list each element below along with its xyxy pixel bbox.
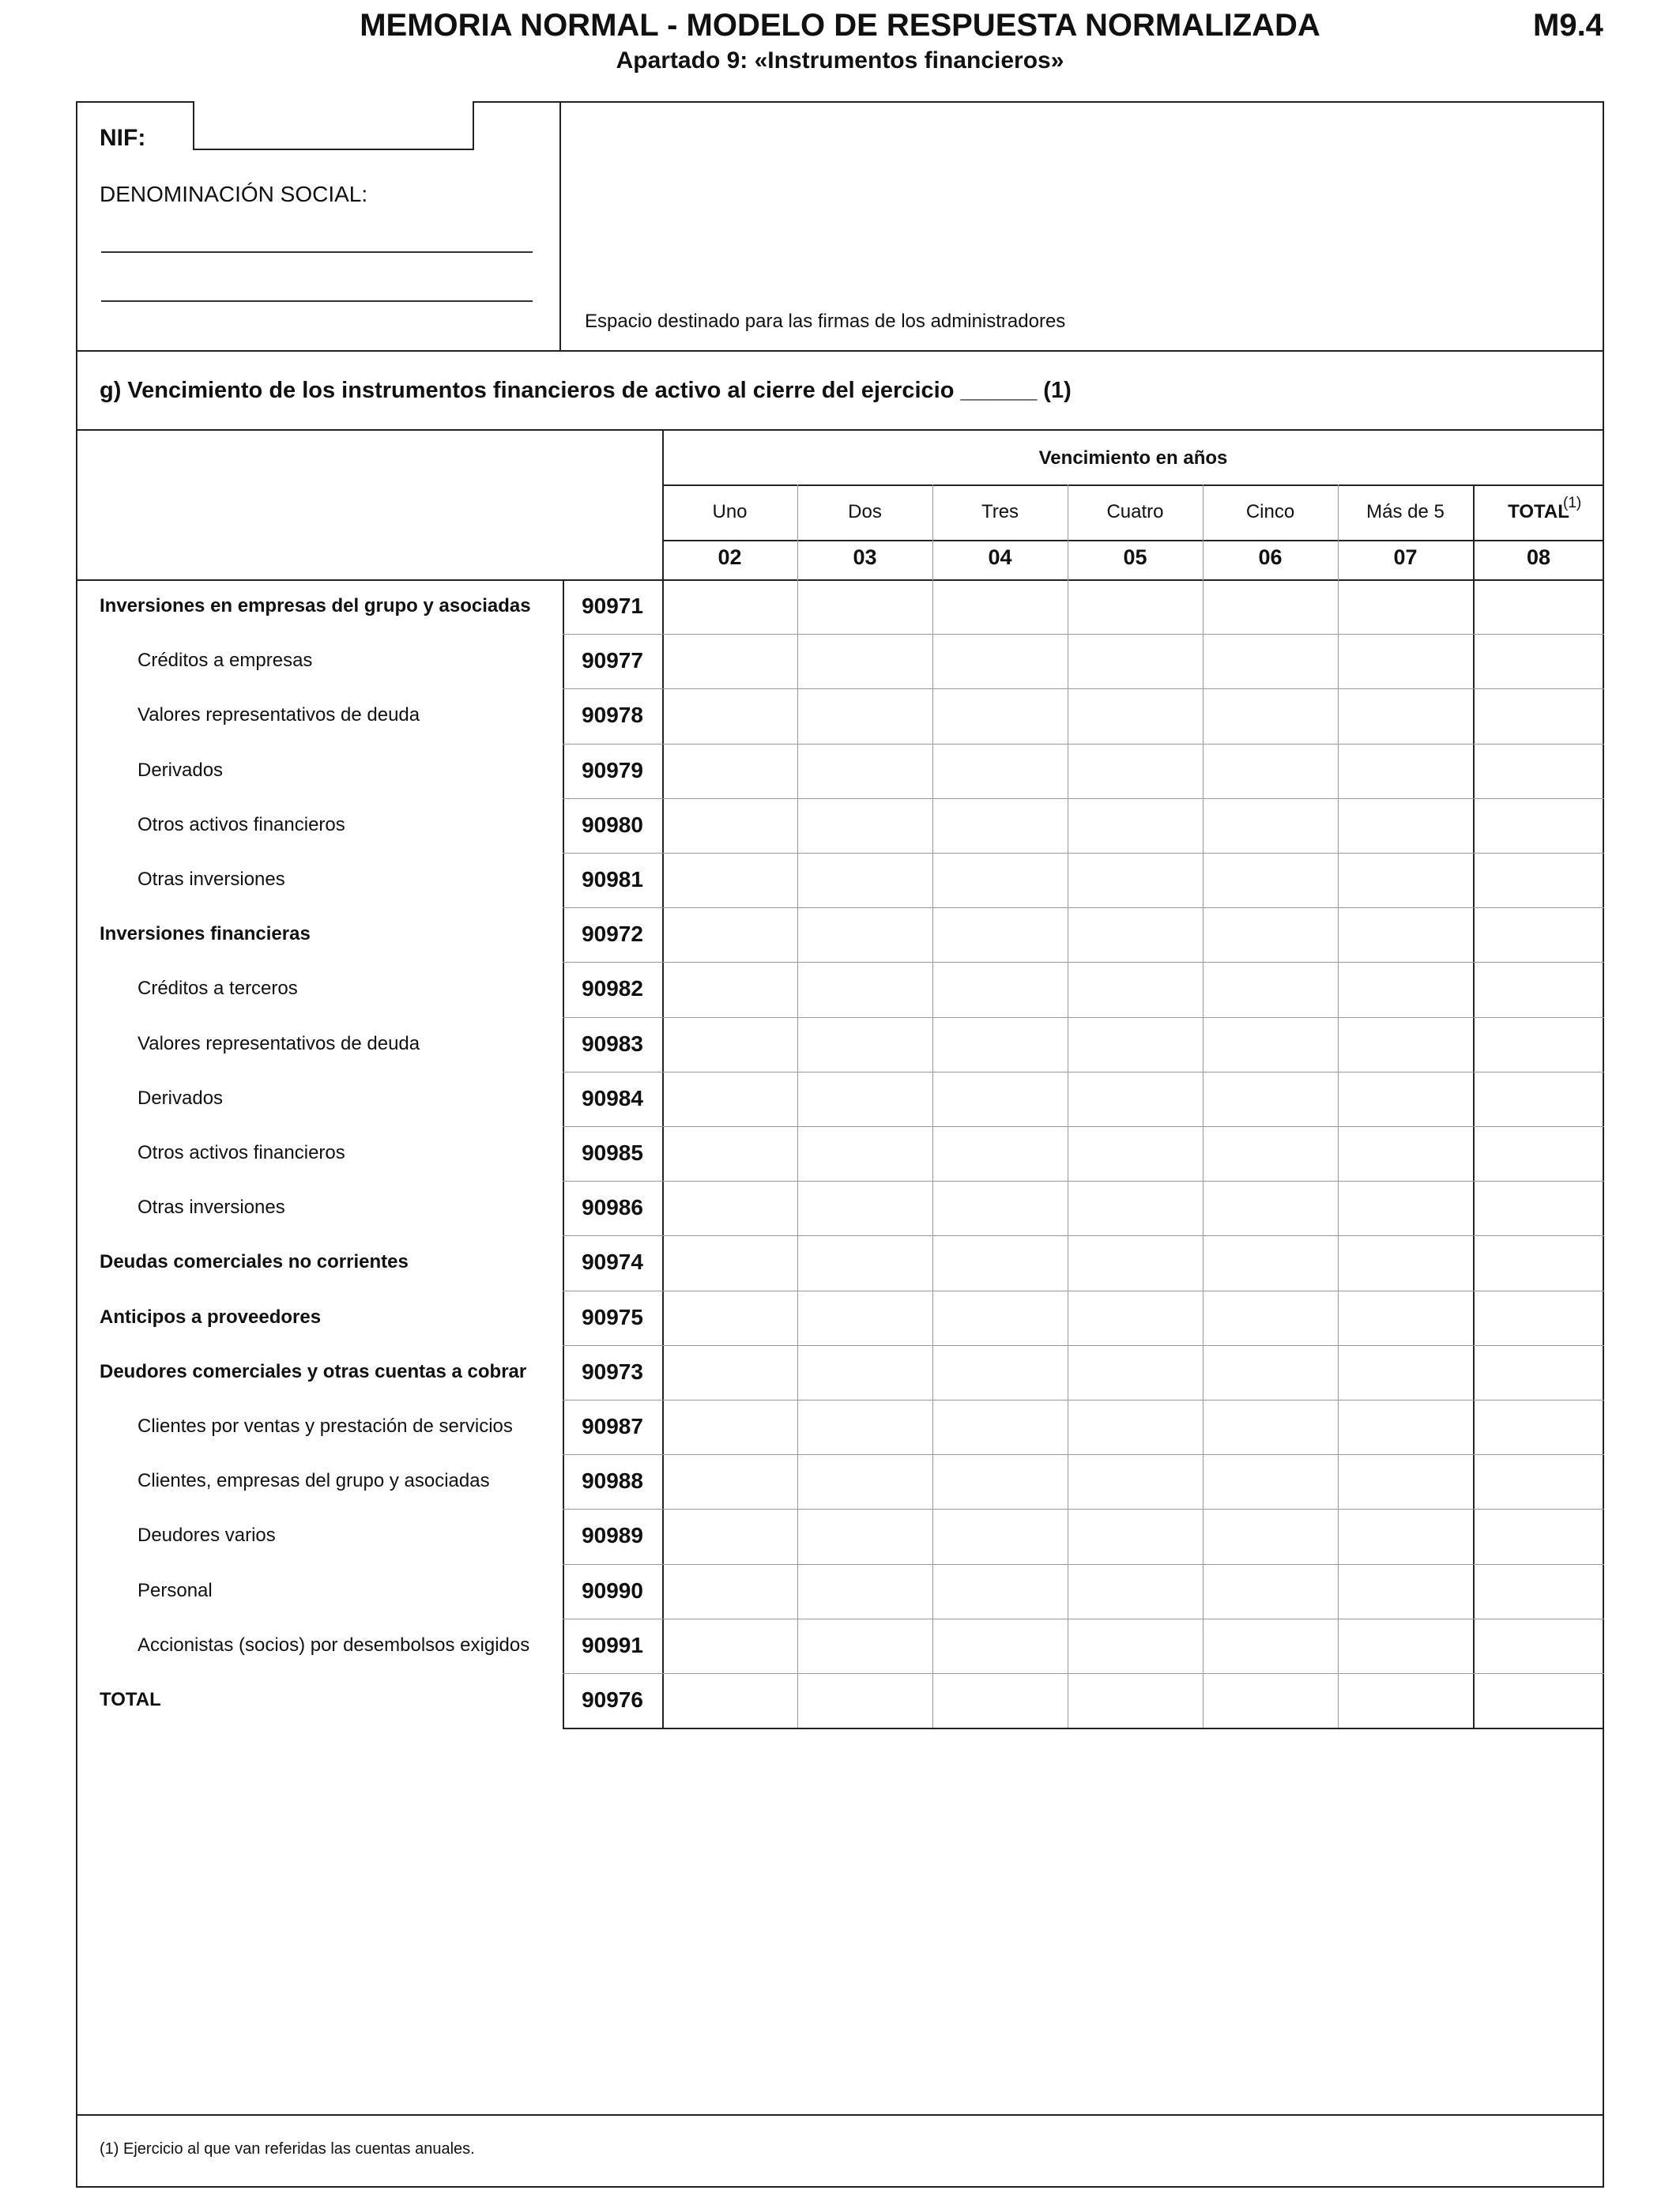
row-code: 90979 [582,757,643,782]
table-cell-input[interactable] [664,854,796,906]
table-cell-input[interactable] [934,1073,1066,1125]
table-cell-input[interactable] [1069,963,1201,1015]
column-code: 05 [1123,545,1147,569]
table-cell-input[interactable] [934,1510,1066,1562]
table-cell-input[interactable] [934,1347,1066,1398]
identification-divider [559,101,561,351]
table-cell-input[interactable] [934,581,1066,632]
table-cell-input[interactable] [664,1073,796,1125]
table-cell-input[interactable] [664,1620,796,1672]
table-cell-input[interactable] [934,1019,1066,1070]
table-cell-input[interactable] [664,1401,796,1453]
column-code: 06 [1258,545,1283,569]
row-code: 90980 [582,812,643,837]
table-cell-input[interactable] [664,1182,796,1234]
row-label: Derivados [137,759,224,781]
table-cell-input[interactable] [799,909,931,960]
table-row-divider [563,1235,1604,1236]
table-cell-input[interactable] [1339,909,1471,960]
row-code: 90977 [582,648,643,673]
column-code: 07 [1393,545,1418,569]
table-cell-input[interactable] [1475,909,1603,960]
row-code: 90976 [582,1687,643,1712]
column-header: TOTAL [1508,501,1569,522]
row-code: 90971 [582,594,643,618]
table-cell-input[interactable] [1475,1073,1603,1125]
row-label: Deudores varios [137,1525,276,1547]
table-row-divider [563,1181,1604,1182]
table-cell-input[interactable] [1475,1292,1603,1344]
table-row-divider [563,1345,1604,1346]
table-cell-input[interactable] [1204,1237,1336,1288]
table-divider [797,484,798,1728]
table-cell-input[interactable] [1339,1292,1471,1344]
table-row-divider [563,1509,1604,1510]
row-label: Otros activos financieros [137,813,345,835]
table-row-divider [563,1017,1604,1018]
footnote: (1) Ejercicio al que van referidas las cuentas anuales. [100,2140,475,2158]
table-cell-input[interactable] [934,690,1066,741]
column-code: 08 [1526,545,1551,569]
table-cell-input[interactable] [799,1292,931,1344]
table-cell-input[interactable] [1069,1401,1201,1453]
table-cell-input[interactable] [799,690,931,741]
table-cell-input[interactable] [1475,1128,1603,1179]
table-cell-input[interactable] [1475,1456,1603,1507]
table-cell-input[interactable] [1204,635,1336,687]
table-cell-input[interactable] [664,1510,796,1562]
table-cell-input[interactable] [664,963,796,1015]
table-cell-input[interactable] [1339,1073,1471,1125]
row-label: Derivados [137,1087,224,1109]
table-cell-input[interactable] [934,635,1066,687]
table-cell-input[interactable] [1069,635,1201,687]
table-cell-input[interactable] [799,1675,931,1726]
row-label: TOTAL [100,1689,161,1710]
row-label: Valores representativos de deuda [137,1032,420,1054]
table-cell-input[interactable] [1069,1347,1201,1398]
table-cell-input[interactable] [1339,1019,1471,1070]
table-cell-input[interactable] [1204,1566,1336,1617]
row-label: Deudas comerciales no corrientes [100,1251,409,1273]
table-cell-input[interactable] [1204,1456,1336,1507]
table-cell-input[interactable] [1475,800,1603,851]
row-label: Accionistas (socios) por desembolsos exigidos [137,1634,530,1656]
row-label: Inversiones financieras [100,923,311,945]
table-cell-input[interactable] [1069,1620,1201,1672]
table-cell-input[interactable] [1204,1401,1336,1453]
column-header: Dos [848,501,882,522]
nif-label: NIF: [100,125,146,151]
table-cell-input[interactable] [664,635,796,687]
table-cell-input[interactable] [1339,1128,1471,1179]
form-subtitle: Apartado 9: «Instrumentos financieros» [616,47,1064,74]
table-cell-input[interactable] [1069,1019,1201,1070]
table-cell-input[interactable] [799,1237,931,1288]
table-cell-input[interactable] [799,1073,931,1125]
table-group-header: Vencimiento en años [1038,447,1228,469]
table-cell-input[interactable] [1475,581,1603,632]
row-label: Deudores comerciales y otras cuentas a cobrar [100,1360,527,1382]
table-cell-input[interactable] [1339,963,1471,1015]
nif-input-box[interactable] [193,101,474,150]
column-header: Cuatro [1106,501,1164,522]
table-cell-input[interactable] [1069,1182,1201,1234]
section-title: g) Vencimiento de los instrumentos financieros de activo al cierre del ejercicio ______ (1) [100,378,1072,403]
table-cell-input[interactable] [1069,854,1201,906]
table-cell-input[interactable] [1475,635,1603,687]
table-row-divider [563,798,1604,799]
table-cell-input[interactable] [799,1019,931,1070]
table-cell-input[interactable] [1069,1456,1201,1507]
row-code: 90983 [582,1031,643,1056]
table-row-divider [563,853,1604,854]
table-cell-input[interactable] [1475,1566,1603,1617]
table-cell-input[interactable] [1339,1675,1471,1726]
column-header: Más de 5 [1366,501,1445,522]
table-cell-input[interactable] [1204,909,1336,960]
table-cell-input[interactable] [1475,1019,1603,1070]
table-cell-input[interactable] [1339,1566,1471,1617]
row-label: Otros activos financieros [137,1142,345,1163]
table-cell-input[interactable] [934,800,1066,851]
table-cell-input[interactable] [934,1566,1066,1617]
total-footnote-ref: (1) [1563,495,1582,511]
table-cell-input[interactable] [1069,1510,1201,1562]
row-label: Anticipos a proveedores [100,1306,322,1328]
table-cell-input[interactable] [1339,745,1471,797]
table-cell-input[interactable] [1475,1675,1603,1726]
row-code: 90988 [582,1468,643,1494]
table-cell-input[interactable] [934,1292,1066,1344]
table-cell-input[interactable] [664,581,796,632]
table-cell-input[interactable] [934,1675,1066,1726]
row-code: 90978 [582,703,643,728]
table-cell-input[interactable] [664,1456,796,1507]
table-cell-input[interactable] [1339,1401,1471,1453]
table-cell-input[interactable] [934,1128,1066,1179]
table-cell-input[interactable] [664,690,796,741]
table-cell-input[interactable] [1475,1347,1603,1398]
table-divider [662,540,1604,541]
table-cell-input[interactable] [934,745,1066,797]
divider [76,2114,1604,2116]
table-row-divider [563,634,1604,635]
table-cell-input[interactable] [1339,1237,1471,1288]
table-cell-input[interactable] [1339,1347,1471,1398]
table-cell-input[interactable] [1069,581,1201,632]
column-code: 04 [988,545,1012,569]
table-cell-input[interactable] [1475,1401,1603,1453]
table-cell-input[interactable] [1339,1456,1471,1507]
table-cell-input[interactable] [664,1292,796,1344]
table-cell-input[interactable] [1339,1182,1471,1234]
table-cell-input[interactable] [1069,1566,1201,1617]
table-cell-input[interactable] [1475,1237,1603,1288]
table-divider [662,484,1604,486]
table-cell-input[interactable] [664,1566,796,1617]
table-divider [932,484,933,1728]
table-cell-input[interactable] [1475,1182,1603,1234]
table-cell-input[interactable] [1475,1620,1603,1672]
row-label: Otras inversiones [137,869,285,890]
row-label: Créditos a empresas [137,650,313,672]
table-cell-input[interactable] [1204,581,1336,632]
table-row-divider [563,1454,1604,1455]
row-code: 90972 [582,922,643,947]
table-cell-input[interactable] [799,581,931,632]
table-cell-input[interactable] [1339,800,1471,851]
table-cell-input[interactable] [1339,854,1471,906]
table-row-divider [563,1564,1604,1565]
table-cell-input[interactable] [934,1620,1066,1672]
column-header: Uno [712,501,748,522]
table-cell-input[interactable] [1475,854,1603,906]
denominacion-line-2[interactable] [101,300,533,302]
table-cell-input[interactable] [799,800,931,851]
row-label: Otras inversiones [137,1197,285,1219]
table-cell-input[interactable] [1204,1019,1336,1070]
table-cell-input[interactable] [1204,1620,1336,1672]
table-cell-input[interactable] [664,800,796,851]
divider [76,350,1604,352]
table-cell-input[interactable] [934,1456,1066,1507]
table-cell-input[interactable] [799,1566,931,1617]
table-cell-input[interactable] [1069,909,1201,960]
table-cell-input[interactable] [799,1510,931,1562]
table-cell-input[interactable] [1204,963,1336,1015]
table-cell-input[interactable] [934,1401,1066,1453]
table-cell-input[interactable] [1204,1128,1336,1179]
row-code: 90973 [582,1359,643,1384]
row-code: 90974 [582,1250,643,1275]
table-cell-input[interactable] [1204,1182,1336,1234]
row-code: 90981 [582,867,643,892]
table-cell-input[interactable] [1475,1510,1603,1562]
row-code: 90975 [582,1304,643,1329]
table-cell-input[interactable] [1204,745,1336,797]
table-cell-input[interactable] [1069,1128,1201,1179]
table-row-divider [563,962,1604,963]
denominacion-line-1[interactable] [101,251,533,253]
table-cell-input[interactable] [1339,635,1471,687]
table-row-divider [563,1728,1604,1729]
table-cell-input[interactable] [799,1347,931,1398]
table-cell-input[interactable] [1069,745,1201,797]
table-row-divider [563,744,1604,745]
row-code: 90984 [582,1085,643,1110]
form-title: MEMORIA NORMAL - MODELO DE RESPUESTA NORMALIZADA [360,8,1320,43]
table-cell-input[interactable] [1339,581,1471,632]
row-label: Clientes, empresas del grupo y asociadas [137,1470,490,1492]
table-cell-input[interactable] [1339,1510,1471,1562]
table-cell-input[interactable] [664,745,796,797]
table-row-divider [563,907,1604,908]
table-cell-input[interactable] [799,1182,931,1234]
table-cell-input[interactable] [799,1456,931,1507]
table-cell-input[interactable] [799,1128,931,1179]
row-label: Inversiones en empresas del grupo y asociadas [100,595,531,616]
table-cell-input[interactable] [799,1620,931,1672]
table-cell-input[interactable] [1069,1675,1201,1726]
table-cell-input[interactable] [1069,690,1201,741]
table-cell-input[interactable] [934,1237,1066,1288]
table-cell-input[interactable] [799,635,931,687]
table-cell-input[interactable] [1069,1237,1201,1288]
table-cell-input[interactable] [664,1237,796,1288]
table-cell-input[interactable] [1204,854,1336,906]
row-label: Clientes por ventas y prestación de servicios [137,1416,513,1437]
table-cell-input[interactable] [664,1675,796,1726]
column-header: Tres [981,501,1019,522]
table-cell-input[interactable] [1069,1073,1201,1125]
row-code: 90987 [582,1414,643,1438]
form-code: M9.4 [1533,8,1603,43]
table-cell-input[interactable] [664,1128,796,1179]
signature-area-label: Espacio destinado para las firmas de los administradores [585,311,1066,332]
column-code: 03 [853,545,877,569]
table-cell-input[interactable] [934,854,1066,906]
table-cell-input[interactable] [1475,745,1603,797]
table-cell-input[interactable] [664,1347,796,1398]
table-row-divider [563,688,1604,689]
table-cell-input[interactable] [1204,1675,1336,1726]
table-cell-input[interactable] [1339,690,1471,741]
table-cell-input[interactable] [799,745,931,797]
table-cell-input[interactable] [934,963,1066,1015]
table-cell-input[interactable] [1204,1073,1336,1125]
table-cell-input[interactable] [799,1401,931,1453]
table-cell-input[interactable] [1339,1620,1471,1672]
row-label: Valores representativos de deuda [137,704,420,726]
row-code: 90989 [582,1523,643,1548]
table-cell-input[interactable] [1204,1347,1336,1398]
table-cell-input[interactable] [1204,1510,1336,1562]
row-code: 90990 [582,1578,643,1603]
column-header: Cinco [1245,501,1295,522]
table-cell-input[interactable] [1204,690,1336,741]
row-code: 90986 [582,1195,643,1220]
table-cell-input[interactable] [1475,963,1603,1015]
row-code: 90991 [582,1632,643,1657]
table-row-divider [563,1126,1604,1127]
table-cell-input[interactable] [1204,800,1336,851]
table-cell-input[interactable] [1475,690,1603,741]
column-code: 02 [718,545,742,569]
row-code: 90982 [582,976,643,1001]
table-divider [1338,484,1339,1728]
table-cell-input[interactable] [664,909,796,960]
row-label: Personal [137,1579,213,1601]
table-cell-input[interactable] [934,909,1066,960]
table-cell-input[interactable] [1069,800,1201,851]
denominacion-label: DENOMINACIÓN SOCIAL: [100,182,368,206]
table-cell-input[interactable] [1204,1292,1336,1344]
row-label: Créditos a terceros [137,978,298,1000]
table-row-divider [563,1673,1604,1674]
table-cell-input[interactable] [934,1182,1066,1234]
row-code: 90985 [582,1140,643,1165]
divider [76,429,1604,431]
table-cell-input[interactable] [799,963,931,1015]
table-cell-input[interactable] [799,854,931,906]
table-cell-input[interactable] [664,1019,796,1070]
table-cell-input[interactable] [1069,1292,1201,1344]
